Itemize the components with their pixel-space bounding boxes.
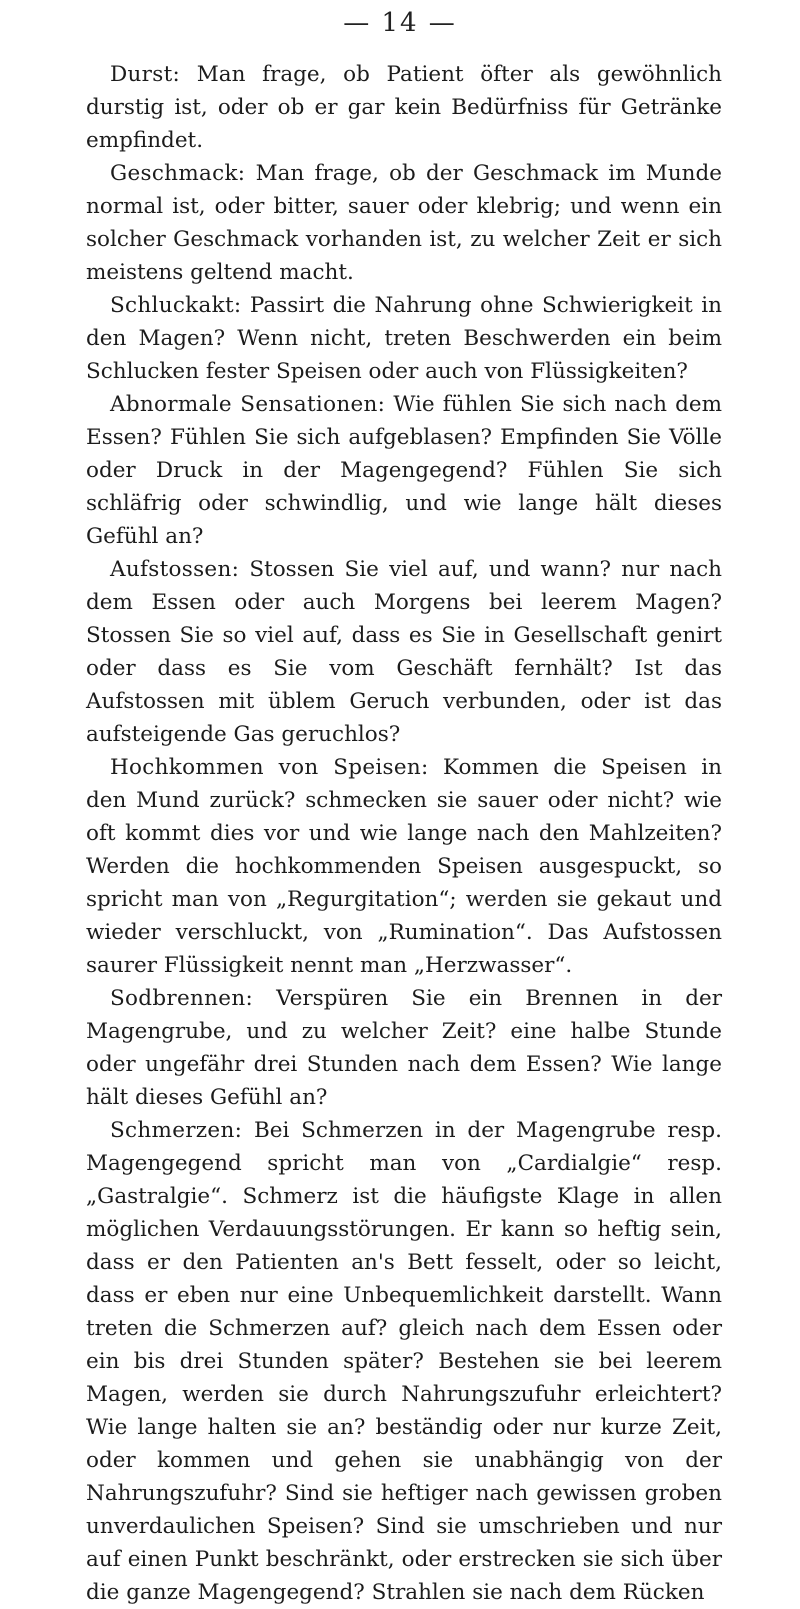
paragraph-text: Stossen Sie viel auf, und wann? nur nach dem Essen oder auch Morgens bei leerem Magen? Stossen Sie so viel auf, dass es Sie in Gesellschaft genirt oder dass es Sie vom Geschäft fernhält? Ist das Aufstossen mit üblem Geruch verbunden, oder ist das aufsteigende Gas geruchlos? <box>86 557 722 747</box>
paragraph-text: Passirt die Nahrung ohne Schwierigkeit in den Magen? Wenn nicht, treten Beschwerden ein beim Schlucken fester Speisen oder auch von Flüssigkeiten? <box>86 293 722 384</box>
paragraph-sensationen <box>86 388 722 553</box>
body-text <box>86 58 722 1609</box>
term-label: Abnormale Sensationen: <box>110 392 386 417</box>
term-label: Hochkommen von Speisen: <box>110 755 429 780</box>
paragraph-hochkommen <box>86 751 722 982</box>
term-label: Durst: <box>110 62 181 87</box>
paragraph-text: Wie fühlen Sie sich nach dem Essen? Fühlen Sie sich aufgeblasen? Empfinden Sie Völle oder Druck in der Magengegend? Fühlen Sie sich schläfrig oder schwindlig, und wie lange hält dieses Gefühl an? <box>86 392 722 549</box>
paragraph-schluckakt <box>86 289 722 388</box>
paragraph-text: Man frage, ob Patient öfter als gewöhnlich durstig ist, oder ob er gar kein Bedürfniss für Getränke empfindet. <box>86 62 722 153</box>
term-label: Schmerzen: <box>110 1118 243 1143</box>
paragraph-schmerzen <box>86 1114 722 1609</box>
paragraph-text: Verspüren Sie ein Brennen in der Magengrube, und zu welcher Zeit? eine halbe Stunde oder ungefähr drei Stunden nach dem Essen? Wie lange hält dieses Gefühl an? <box>86 986 722 1110</box>
paragraph-aufstossen <box>86 553 722 751</box>
term-label: Aufstossen: <box>110 557 240 582</box>
paragraph-durst <box>86 58 722 157</box>
page-number: — 14 — <box>343 8 457 38</box>
paragraph-text: Bei Schmerzen in der Magengrube resp. Magengegend spricht man von „Cardialgie“ resp. „Gastralgie“. Schmerz ist die häufigste Klage in allen möglichen Verdauungsstörungen. Er kann so heftig sein, dass er den Patienten an's Bett fesselt, oder so leicht, dass er eben nur eine Unbequemlichkeit darstellt. Wann treten die Schmerzen auf? gleich nach dem Essen oder ein bis drei Stunden später? Bestehen sie bei leerem Magen, werden sie durch Nahrungszufuhr erleichtert? Wie lange halten sie an? beständig oder nur kurze Zeit, oder kommen und gehen sie unabhängig von der Nahrungszufuhr? Sind sie heftiger nach gewissen groben unverdaulichen Speisen? Sind sie umschrieben und nur auf einen Punkt beschränkt, oder erstrecken sie sich über die ganze Magengegend? Strahlen sie nach dem Rücken <box>86 1118 722 1605</box>
paragraph-sodbrennen <box>86 982 722 1114</box>
term-label: Schluckakt: <box>110 293 242 318</box>
term-label: Sodbrennen: <box>110 986 254 1011</box>
paragraph-text: Kommen die Speisen in den Mund zurück? schmecken sie sauer oder nicht? wie oft kommt dies vor und wie lange nach den Mahlzeiten? Werden die hochkommenden Speisen ausgespuckt, so spricht man von „Regurgitation“; werden sie gekaut und wieder verschluckt, von „Rumination“. Das Aufstossen saurer Flüssigkeit nennt man „Herzwasser“. <box>86 755 722 978</box>
term-label: Geschmack: <box>110 161 246 186</box>
paragraph-text: Man frage, ob der Geschmack im Munde normal ist, oder bitter, sauer oder klebrig; und wenn ein solcher Geschmack vorhanden ist, zu welcher Zeit er sich meistens geltend macht. <box>86 161 722 285</box>
paragraph-geschmack <box>86 157 722 289</box>
